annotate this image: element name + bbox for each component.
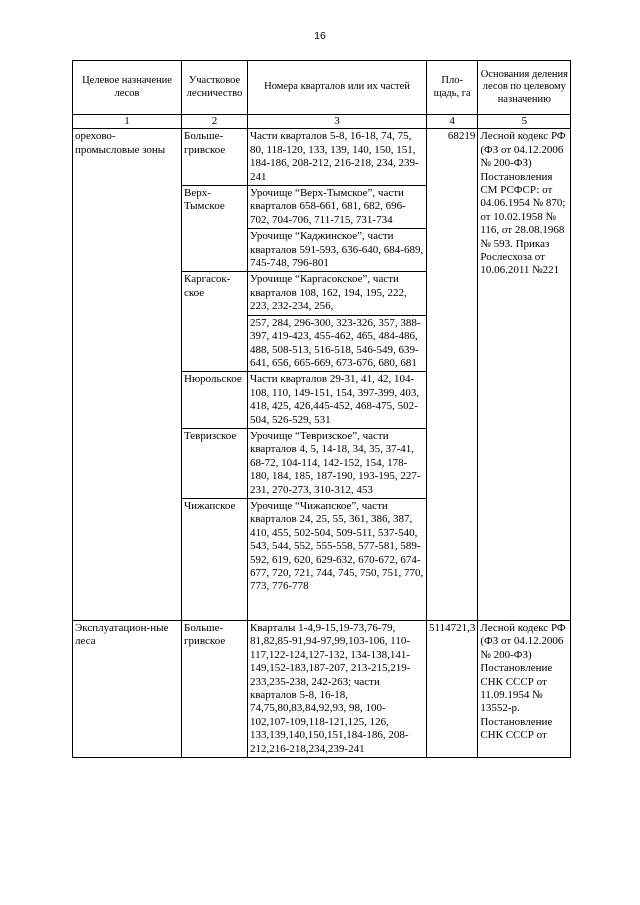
forestry-cell: Больше-гривское bbox=[182, 620, 248, 757]
header-basis: Основания деления лесов по целевому назначению bbox=[478, 61, 571, 115]
quarters-cell: Кварталы 1-4,9-15,19-73,76-79, 81,82,85-91,94-97,99,103-106, 110-117,122-124,127-132, 134-138,141-149,152-183,187-207, 213-215,219-233,235-238, 242-263; части кварталов 5-8, 16-18, 74,75,80,83,84,92,93, 98, 100-102,107-109,118-121,125, 126, 133,139,140,150,151,184-186, 208-212,216-218,234,239-241 bbox=[248, 620, 427, 757]
column-number: 2 bbox=[182, 115, 248, 129]
header-quarters: Номера кварталов или их частей bbox=[248, 61, 427, 115]
column-number: 1 bbox=[73, 115, 182, 129]
quarters-block: Урочище “Каргасокское”, части кварталов 108, 162, 194, 195, 222, 223, 232-234, 256, bbox=[250, 273, 407, 313]
table-row bbox=[73, 620, 571, 757]
quarters-cell bbox=[248, 186, 427, 272]
header-area: Пло-щадь, га bbox=[427, 61, 478, 115]
quarters-cell: Урочище “Тевризское”, части кварталов 4, 5, 14-18, 34, 35, 37-41, 68-72, 104-114, 142-152, 154, 178-180, 184, 185, 187-190, 193-195, 227-231, 270-273, 310-312, 453 bbox=[248, 428, 427, 498]
forest-purpose-table bbox=[72, 60, 571, 758]
page-number: 16 bbox=[314, 30, 326, 42]
purpose-cell: Эксплуатацион-ные леса bbox=[73, 620, 182, 757]
header-purpose: Целевое назначение лесов bbox=[73, 61, 182, 115]
column-number: 3 bbox=[248, 115, 427, 129]
area-cell: 5114721,3 bbox=[427, 620, 478, 757]
quarters-cell: Части кварталов 29-31, 41, 42, 104-108, 110, 149-151, 154, 397-399, 403, 418, 425, 426,445-452, 468-475, 502-504, 526-529, 531 bbox=[248, 372, 427, 429]
quarters-cell bbox=[248, 272, 427, 372]
table-header-row bbox=[73, 61, 571, 115]
forestry-cell: Верх-Тымское bbox=[182, 186, 248, 272]
quarters-block: Урочище “Каджинское”, части кварталов 591-593, 636-640, 684-689, 745-748, 796-801 bbox=[248, 228, 426, 271]
forestry-cell: Каргасок-ское bbox=[182, 272, 248, 372]
basis-cell: Лесной кодекс РФ (ФЗ от 04.12.2006 № 200-ФЗ) Постановление СНК СССР от 11.09.1954 № 13552-р. Постановление СНК СССР от bbox=[478, 620, 571, 757]
column-numbers-row bbox=[73, 115, 571, 129]
forestry-cell: Тевризское bbox=[182, 428, 248, 498]
forestry-cell: Больше-гривское bbox=[182, 129, 248, 186]
column-number: 4 bbox=[427, 115, 478, 129]
quarters-block: Урочище “Верх-Тымское”, части кварталов 658-661, 681, 682, 696-702, 704-706, 711-715, 731-734 bbox=[250, 187, 406, 226]
area-cell: 68219 bbox=[427, 129, 478, 621]
quarters-cell: Части кварталов 5-8, 16-18, 74, 75, 80, 118-120, 133, 139, 140, 150, 151, 184-186, 208-212, 216-218, 234, 239-241 bbox=[248, 129, 427, 186]
column-number: 5 bbox=[478, 115, 571, 129]
forestry-cell: Чижапское bbox=[182, 498, 248, 620]
basis-cell: Лесной кодекс РФ (ФЗ от 04.12.2006 № 200-ФЗ) Постановления СМ РСФСР: от 04.06.1954 № 870; от 10.02.1958 № 116, от 28.08.1968 № 593. Приказ Рослесхоза от 10.06.2011 №221 bbox=[478, 129, 571, 621]
forestry-cell: Нюрольское bbox=[182, 372, 248, 429]
table-row bbox=[73, 129, 571, 186]
header-forestry: Участковое лесничество bbox=[182, 61, 248, 115]
purpose-cell: орехово-промысловые зоны bbox=[73, 129, 182, 621]
quarters-block: 257, 284, 296-300, 323-326, 357, 388-397, 419-423, 455-462, 465, 484-486, 488, 508-513, 516-518, 546-549, 639-641, 656, 665-669, 673-676, 680, 681 bbox=[248, 315, 426, 372]
quarters-cell: Урочище “Чижапское”, части кварталов 24, 25, 55, 361, 386, 387, 410, 455, 502-504, 509-511, 537-540, 543, 544, 552, 555-558, 577-581, 589-592, 619, 620, 629-632, 670-672, 674-677, 720, 721, 744, 745, 750, 751, 770, 773, 776-778 bbox=[248, 498, 427, 620]
